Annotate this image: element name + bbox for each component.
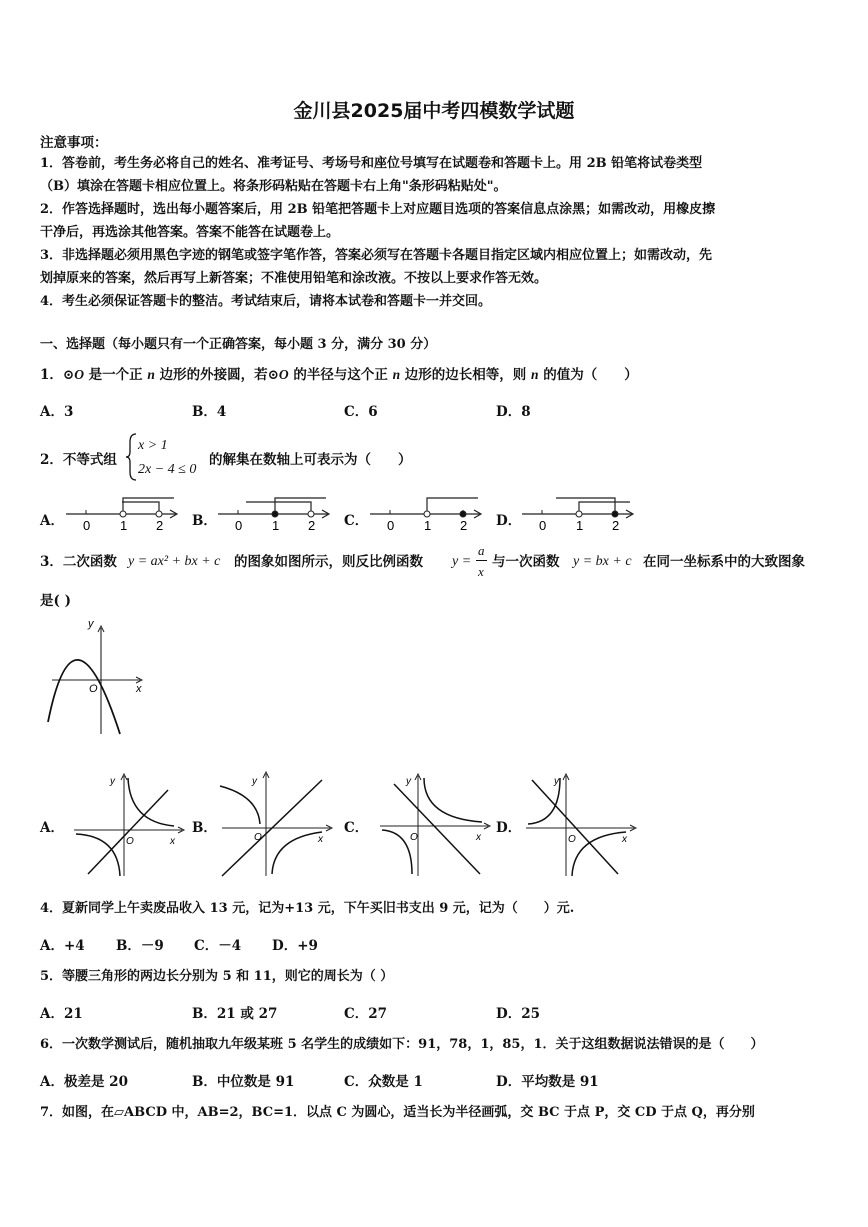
- notice-line-3b: 划掉原来的答案，然后再写上新答案；不准使用铅笔和涂改液。不按以上要求作答无效。: [40, 271, 548, 286]
- axis-label-y: y: [554, 776, 559, 787]
- tick-label-2: 2: [156, 518, 164, 533]
- tick-label-1: 1: [424, 518, 432, 533]
- q2-numberline-d[interactable]: [520, 492, 640, 534]
- tick-label-0: 0: [235, 518, 243, 533]
- axis-label-y: y: [406, 776, 411, 787]
- question-7: 7．如图，在▱ABCD 中，AB=2，BC=1．以点 C 为圆心，适当长为半径画弧，交 BC 于点 P，交 CD 于点 Q，再分别: [40, 1105, 755, 1120]
- q6-option-c[interactable]: C．众数是 1: [344, 1074, 423, 1090]
- tick-label-0: 0: [83, 518, 91, 533]
- axis-label-x: x: [136, 683, 142, 695]
- notice-line-1a: 1．答卷前，考生务必将自己的姓名、准考证号、考场号和座位号填写在试题卷和答题卡上。用 2B 铅笔将试卷类型: [40, 156, 703, 171]
- q5-option-c[interactable]: C．27: [344, 1006, 388, 1022]
- q3-fraction-denominator: x: [478, 564, 484, 579]
- q4-option-a[interactable]: A．+4: [40, 938, 85, 954]
- q4-option-d[interactable]: D．+9: [272, 938, 318, 954]
- section-heading: 一、选择题（每小题只有一个正确答案，每小题 3 分，满分 30 分）: [40, 337, 437, 352]
- q1-option-b[interactable]: B．4: [192, 404, 227, 420]
- tick-label-1: 1: [272, 518, 280, 533]
- q2-inequality-2: 2x − 4 ≤ 0: [138, 462, 197, 477]
- q3-graph-d[interactable]: [518, 770, 638, 878]
- q2-option-b[interactable]: B．: [192, 513, 217, 529]
- q3-text-4: 是( ): [40, 593, 71, 609]
- tick-label-0: 0: [387, 518, 395, 533]
- q4-option-c[interactable]: C．－4: [194, 938, 242, 954]
- tick-label-0: 0: [539, 518, 547, 533]
- q2-numberline-a[interactable]: [64, 492, 184, 534]
- q3-option-a[interactable]: A．: [40, 820, 64, 836]
- origin-label: O: [568, 834, 576, 845]
- tick-label-1: 1: [120, 518, 128, 533]
- q1-option-a[interactable]: A．3: [40, 404, 74, 420]
- q2-option-a[interactable]: A．: [40, 513, 64, 529]
- q2-inequality-1: x > 1: [138, 438, 168, 453]
- q5-option-a[interactable]: A．21: [40, 1006, 83, 1022]
- axis-label-y: y: [110, 776, 115, 787]
- q2-numberline-c[interactable]: [368, 492, 488, 534]
- q3-fraction-numerator: a: [478, 543, 485, 558]
- q1-option-c[interactable]: C．6: [344, 404, 378, 420]
- origin-label: O: [410, 832, 418, 843]
- q3-option-c[interactable]: C．: [344, 820, 369, 836]
- notice-line-3a: 3．非选择题必须用黑色字迹的钢笔或签字笔作答，答案必须写在答题卡各题目指定区域内相应位置上；如需改动，先: [40, 248, 713, 263]
- tick-label-2: 2: [308, 518, 316, 533]
- question-5: 5．等腰三角形的两边长分别为 5 和 11，则它的周长为（ ）: [40, 969, 394, 984]
- axis-label-x: x: [170, 836, 175, 847]
- q3-graph-a[interactable]: [66, 770, 186, 878]
- q3-text-1: 的图象如图所示，则反比例函数: [234, 554, 423, 570]
- origin-label: O: [89, 683, 98, 695]
- q3-prefix: 3．二次函数: [40, 554, 117, 570]
- question-6: 6．一次数学测试后，随机抽取九年级某班 5 名学生的成绩如下：91，78，1，85，1．关于这组数据说法错误的是（ ）: [40, 1037, 764, 1052]
- page-title: 金川县2025届中考四模数学试题: [293, 100, 575, 122]
- question-4: 4．夏新同学上午卖废品收入 13 元，记为+13 元，下午买旧书支出 9 元，记为（ ）元.: [40, 901, 575, 916]
- q3-graph-b[interactable]: [214, 766, 334, 878]
- origin-label: O: [126, 836, 134, 847]
- q2-prefix: 2．不等式组: [40, 452, 117, 468]
- q5-option-b[interactable]: B．21 或 27: [192, 1006, 278, 1022]
- q4-option-b[interactable]: B．－9: [116, 938, 164, 954]
- q2-option-d[interactable]: D．: [496, 513, 522, 529]
- notice-line-4: 4．考生必须保证答题卡的整洁。考试结束后，请将本试卷和答题卡一并交回。: [40, 294, 492, 309]
- system-brace-icon: [126, 432, 138, 482]
- q3-text-2: 与一次函数: [492, 554, 560, 570]
- axis-label-x: x: [622, 834, 627, 845]
- q6-option-d[interactable]: D．平均数是 91: [496, 1074, 599, 1090]
- q2-suffix: 的解集在数轴上可表示为（ ）: [209, 452, 412, 468]
- parabola-figure: [44, 618, 154, 737]
- tick-label-1: 1: [576, 518, 584, 533]
- q2-numberline-b[interactable]: [216, 492, 336, 534]
- axis-label-y: y: [88, 618, 94, 630]
- q3-text-3: 在同一坐标系中的大致图象: [643, 554, 805, 570]
- notice-line-1b: （B）填涂在答题卡相应位置上。将条形码粘贴在答题卡右上角"条形码粘贴处"。: [40, 179, 507, 194]
- q6-option-b[interactable]: B．中位数是 91: [192, 1074, 295, 1090]
- q3-linear: y = bx + c: [573, 554, 632, 569]
- tick-label-2: 2: [460, 518, 468, 533]
- axis-label-x: x: [318, 834, 323, 845]
- q3-option-b[interactable]: B．: [192, 820, 217, 836]
- q3-option-d[interactable]: D．: [496, 820, 522, 836]
- tick-label-2: 2: [612, 518, 620, 533]
- axis-label-x: x: [476, 832, 481, 843]
- notice-line-2b: 干净后，再选涂其他答案。答案不能答在试题卷上。: [40, 225, 340, 240]
- q3-graph-c[interactable]: [372, 770, 492, 878]
- notice-heading: 注意事项：: [40, 135, 108, 151]
- notice-line-2a: 2．作答选择题时，选出每小题答案后，用 2B 铅笔把答题卡上对应题目选项的答案信息点涂黑；如需改动，用橡皮擦: [40, 202, 716, 217]
- question-1: 1．⊙O 是一个正 n 边形的外接圆，若⊙O 的半径与这个正 n 边形的边长相等，则 n 的值为（ ）: [40, 367, 638, 383]
- fraction-bar: [476, 560, 487, 561]
- q2-option-c[interactable]: C．: [344, 513, 369, 529]
- axis-label-y: y: [252, 776, 257, 787]
- q1-option-d[interactable]: D．8: [496, 404, 531, 420]
- q5-option-d[interactable]: D．25: [496, 1006, 540, 1022]
- q3-quadratic: y = ax² + bx + c: [128, 554, 221, 569]
- q3-reciprocal-lhs: y =: [452, 554, 472, 569]
- origin-label: O: [254, 832, 262, 843]
- q6-option-a[interactable]: A．极差是 20: [40, 1074, 128, 1090]
